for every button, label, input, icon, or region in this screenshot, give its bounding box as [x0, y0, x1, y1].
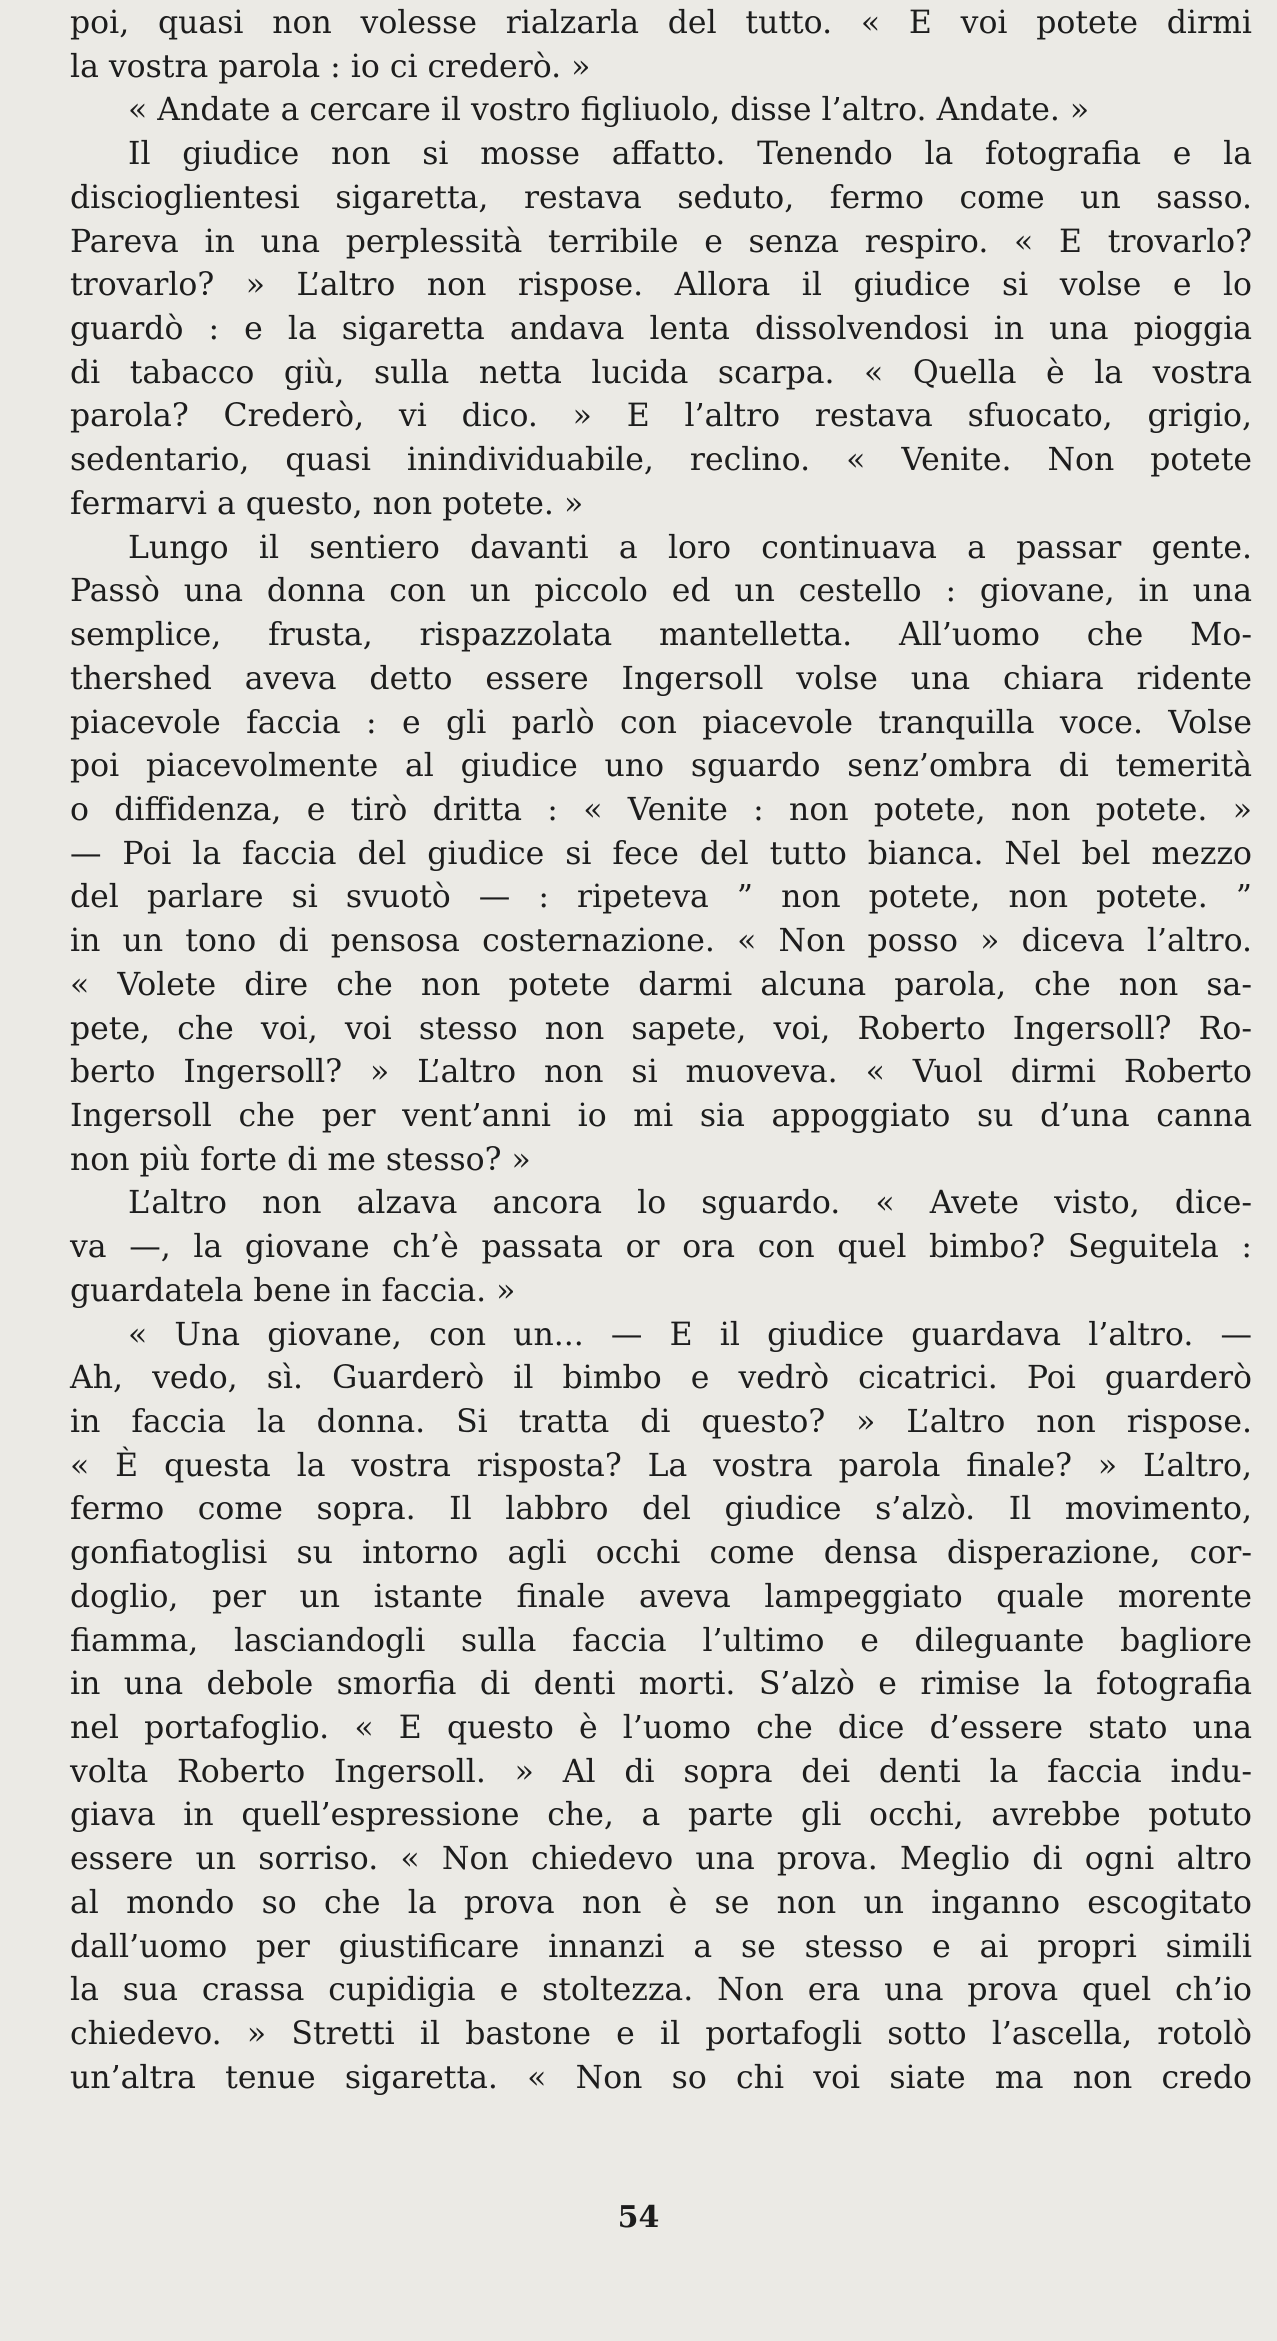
text-line: thershed aveva detto essere Ingersoll volse una chiara ridente	[70, 660, 1252, 697]
text-line: doglio, per un istante finale aveva lampeggiato quale morente	[70, 1578, 1252, 1615]
text-line: va —, la giovane ch’è passata or ora con quel bimbo? Seguitela :	[70, 1229, 1252, 1266]
text-line: fiamma, lasciandogli sulla faccia l’ultimo e dileguante bagliore	[70, 1622, 1252, 1659]
text-line: fermo come sopra. Il labbro del giudice s’alzò. Il movimento,	[70, 1491, 1252, 1528]
text-line: L’altro non alzava ancora lo sguardo. « Avete visto, dice-	[128, 1185, 1252, 1222]
text-line: parola? Crederò, vi dico. » E l’altro restava sfuocato, grigio,	[70, 398, 1252, 435]
body-text	[70, 2, 1252, 2101]
text-line: semplice, frusta, rispazzolata mantelletta. All’uomo che Mo-	[70, 617, 1252, 654]
text-line: essere un sorriso. « Non chiedevo una prova. Meglio di ogni altro	[70, 1841, 1252, 1878]
text-line: gonfiatoglisi su intorno agli occhi come densa disperazione, cor-	[70, 1535, 1252, 1572]
text-line: poi piacevolmente al giudice uno sguardo senz’ombra di temerità	[70, 748, 1252, 785]
page-number: 54	[617, 2200, 660, 2235]
text-line: al mondo so che la prova non è se non un inganno escogitato	[70, 1884, 1252, 1921]
text-line: berto Ingersoll? » L’altro non si muoveva. « Vuol dirmi Roberto	[70, 1054, 1252, 1091]
text-line: « Andate a cercare il vostro figliuolo, disse l’altro. Andate. »	[128, 92, 1090, 129]
text-line: fermarvi a questo, non potete. »	[70, 485, 584, 522]
text-line: in un tono di pensosa costernazione. « Non posso » diceva l’altro.	[70, 923, 1252, 960]
text-line: Passò una donna con un piccolo ed un cestello : giovane, in una	[70, 573, 1252, 610]
text-line: in una debole smorfia di denti morti. S’alzò e rimise la fotografia	[70, 1666, 1252, 1703]
text-line: « Volete dire che non potete darmi alcuna parola, che non sa-	[70, 966, 1252, 1003]
text-line: un’altra tenue sigaretta. « Non so chi voi siate ma non credo	[70, 2059, 1252, 2096]
text-line: discioglientesi sigaretta, restava seduto, fermo come un sasso.	[70, 179, 1252, 216]
text-line: « È questa la vostra risposta? La vostra parola finale? » L’altro,	[70, 1447, 1252, 1484]
text-line: giava in quell’espressione che, a parte gli occhi, avrebbe potuto	[70, 1797, 1252, 1834]
text-line: sedentario, quasi inindividuabile, reclino. « Venite. Non potete	[70, 442, 1252, 479]
text-line: Pareva in una perplessità terribile e senza respiro. « E trovarlo?	[70, 223, 1252, 260]
text-line: o diffidenza, e tirò dritta : « Venite : non potete, non potete. »	[70, 791, 1252, 828]
text-line: Ah, vedo, sì. Guarderò il bimbo e vedrò cicatrici. Poi guarderò	[70, 1360, 1252, 1397]
text-line: pete, che voi, voi stesso non sapete, voi, Roberto Ingersoll? Ro-	[70, 1010, 1252, 1047]
text-line: di tabacco giù, sulla netta lucida scarpa. « Quella è la vostra	[70, 354, 1252, 391]
text-line: guardatela bene in faccia. »	[70, 1272, 516, 1309]
text-line: « Una giovane, con un... — E il giudice guardava l’altro. —	[128, 1316, 1252, 1353]
text-line: — Poi la faccia del giudice si fece del tutto bianca. Nel bel mezzo	[70, 835, 1252, 872]
text-line: poi, quasi non volesse rialzarla del tutto. « E voi potete dirmi	[70, 5, 1252, 41]
text-line: del parlare si svuotò — : ripeteva ” non potete, non potete. ”	[70, 879, 1252, 916]
text-line: dall’uomo per giustificare innanzi a se stesso e ai propri simili	[70, 1928, 1252, 1965]
text-line: chiedevo. » Stretti il bastone e il portafogli sotto l’ascella, rotolò	[70, 2016, 1252, 2053]
text-line: non più forte di me stesso? »	[70, 1141, 531, 1178]
text-line: Lungo il sentiero davanti a loro continuava a passar gente.	[128, 529, 1252, 566]
text-line: Ingersoll che per vent’anni io mi sia appoggiato su d’una canna	[70, 1097, 1252, 1134]
text-line: guardò : e la sigaretta andava lenta dissolvendosi in una pioggia	[70, 311, 1252, 348]
text-line: in faccia la donna. Si tratta di questo? » L’altro non rispose.	[70, 1404, 1252, 1440]
text-line: la vostra parola : io ci crederò. »	[70, 48, 591, 85]
text-line: nel portafoglio. « E questo è l’uomo che dice d’essere stato una	[70, 1710, 1252, 1747]
text-line: volta Roberto Ingersoll. » Al di sopra dei denti la faccia indu-	[70, 1753, 1252, 1790]
text-line: Il giudice non si mosse affatto. Tenendo la fotografia e la	[128, 136, 1252, 173]
text-line: trovarlo? » L’altro non rispose. Allora il giudice si volse e lo	[70, 267, 1252, 304]
text-line: piacevole faccia : e gli parlò con piacevole tranquilla voce. Volse	[70, 704, 1252, 741]
text-line: la sua crassa cupidigia e stoltezza. Non era una prova quel ch’io	[70, 1972, 1252, 2009]
